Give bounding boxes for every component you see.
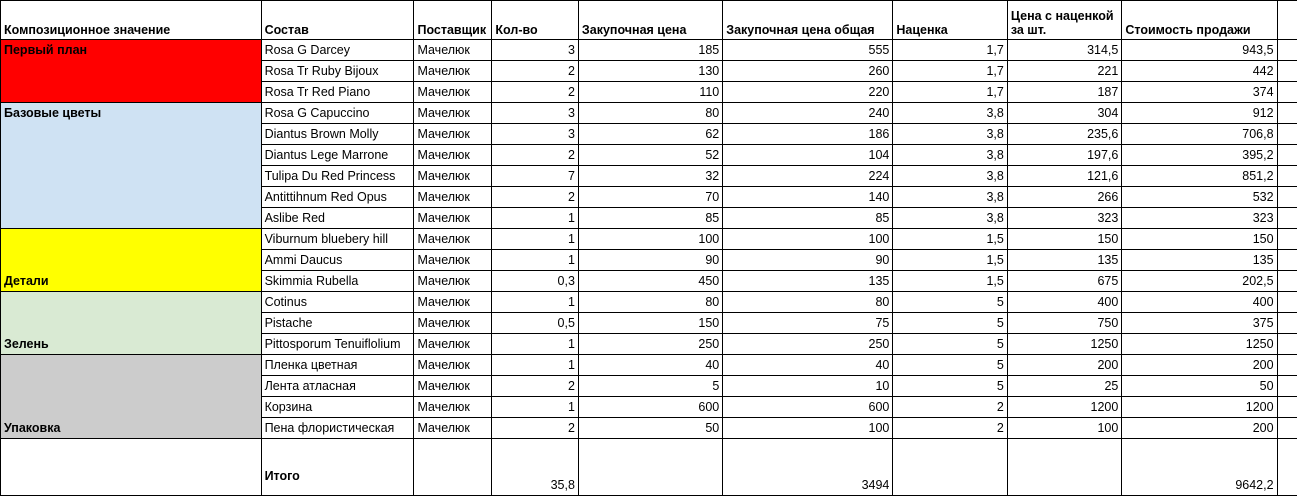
purchase-total-cell[interactable]: 85 [723, 208, 893, 229]
markup-cell[interactable]: 3,8 [893, 187, 1007, 208]
supplier-cell[interactable]: Мачелюк [414, 355, 492, 376]
qty-cell[interactable]: 2 [492, 418, 578, 439]
sale-cost-cell[interactable]: 375 [1122, 313, 1277, 334]
sale-cost-cell[interactable]: 323 [1122, 208, 1277, 229]
purchase-total-cell[interactable]: 100 [723, 418, 893, 439]
markup-cell[interactable]: 1,7 [893, 82, 1007, 103]
purchase-price-cell[interactable]: 100 [578, 229, 722, 250]
header-qty[interactable]: Кол-во [492, 1, 578, 40]
empty-cell[interactable] [1277, 439, 1297, 496]
empty-cell[interactable] [1277, 1, 1297, 40]
empty-cell[interactable] [1277, 292, 1297, 313]
item-cell[interactable]: Aslibe Red [261, 208, 414, 229]
purchase-total-cell[interactable]: 100 [723, 229, 893, 250]
qty-cell[interactable]: 2 [492, 82, 578, 103]
empty-cell[interactable] [1007, 439, 1122, 496]
qty-cell[interactable]: 3 [492, 103, 578, 124]
sale-cost-cell[interactable]: 706,8 [1122, 124, 1277, 145]
item-cell[interactable]: Pittosporum Tenuiflolium [261, 334, 414, 355]
supplier-cell[interactable]: Мачелюк [414, 208, 492, 229]
unit-price-cell[interactable]: 197,6 [1007, 145, 1122, 166]
unit-price-cell[interactable]: 221 [1007, 61, 1122, 82]
sale-cost-cell[interactable]: 395,2 [1122, 145, 1277, 166]
item-cell[interactable]: Rosa G Capuccino [261, 103, 414, 124]
empty-cell[interactable] [1277, 313, 1297, 334]
markup-cell[interactable]: 5 [893, 355, 1007, 376]
purchase-total-cell[interactable]: 80 [723, 292, 893, 313]
markup-cell[interactable]: 1,5 [893, 229, 1007, 250]
totals-qty[interactable]: 35,8 [492, 439, 578, 496]
qty-cell[interactable]: 1 [492, 208, 578, 229]
unit-price-cell[interactable]: 1250 [1007, 334, 1122, 355]
item-cell[interactable]: Diantus Lege Marrone [261, 145, 414, 166]
empty-cell[interactable] [1277, 124, 1297, 145]
qty-cell[interactable]: 1 [492, 292, 578, 313]
item-cell[interactable]: Лента атласная [261, 376, 414, 397]
unit-price-cell[interactable]: 100 [1007, 418, 1122, 439]
item-cell[interactable]: Tulipa Du Red Princess [261, 166, 414, 187]
table-row [1, 229, 1297, 250]
supplier-cell[interactable]: Мачелюк [414, 103, 492, 124]
empty-cell[interactable] [1277, 145, 1297, 166]
unit-price-cell[interactable]: 323 [1007, 208, 1122, 229]
table-row [1, 355, 1297, 376]
markup-cell[interactable]: 5 [893, 376, 1007, 397]
sale-cost-cell[interactable]: 1250 [1122, 334, 1277, 355]
header-item[interactable]: Состав [261, 1, 414, 40]
unit-price-cell[interactable]: 121,6 [1007, 166, 1122, 187]
supplier-cell[interactable]: Мачелюк [414, 82, 492, 103]
category-cell[interactable]: Базовые цветы [1, 103, 262, 229]
category-cell[interactable]: Упаковка [1, 355, 262, 439]
sale-cost-cell[interactable]: 442 [1122, 61, 1277, 82]
markup-cell[interactable]: 1,7 [893, 61, 1007, 82]
markup-cell[interactable]: 5 [893, 292, 1007, 313]
category-cell[interactable]: Первый план [1, 40, 262, 103]
unit-price-cell[interactable]: 200 [1007, 355, 1122, 376]
purchase-price-cell[interactable]: 130 [578, 61, 722, 82]
empty-cell[interactable] [1277, 61, 1297, 82]
unit-price-cell[interactable]: 150 [1007, 229, 1122, 250]
qty-cell[interactable]: 3 [492, 124, 578, 145]
empty-cell[interactable] [1277, 229, 1297, 250]
empty-cell[interactable] [1277, 271, 1297, 292]
markup-cell[interactable]: 3,8 [893, 124, 1007, 145]
purchase-price-cell[interactable]: 52 [578, 145, 722, 166]
supplier-cell[interactable]: Мачелюк [414, 250, 492, 271]
purchase-price-cell[interactable]: 600 [578, 397, 722, 418]
empty-cell[interactable] [893, 439, 1007, 496]
sale-cost-cell[interactable]: 50 [1122, 376, 1277, 397]
header-price-with-markup[interactable]: Цена с наценкой за шт. [1007, 1, 1122, 40]
category-cell[interactable]: Зелень [1, 292, 262, 355]
purchase-total-cell[interactable]: 186 [723, 124, 893, 145]
empty-cell[interactable] [1277, 208, 1297, 229]
sale-cost-cell[interactable]: 135 [1122, 250, 1277, 271]
supplier-cell[interactable]: Мачелюк [414, 166, 492, 187]
qty-cell[interactable]: 2 [492, 145, 578, 166]
table-row [1, 40, 1297, 61]
unit-price-cell[interactable]: 314,5 [1007, 40, 1122, 61]
qty-cell[interactable]: 1 [492, 355, 578, 376]
qty-cell[interactable]: 1 [492, 334, 578, 355]
supplier-cell[interactable]: Мачелюк [414, 145, 492, 166]
item-cell[interactable]: Cotinus [261, 292, 414, 313]
qty-cell[interactable]: 2 [492, 61, 578, 82]
unit-price-cell[interactable]: 1200 [1007, 397, 1122, 418]
unit-price-cell[interactable]: 266 [1007, 187, 1122, 208]
supplier-cell[interactable]: Мачелюк [414, 334, 492, 355]
empty-cell[interactable] [1277, 397, 1297, 418]
sale-cost-cell[interactable]: 202,5 [1122, 271, 1277, 292]
purchase-price-cell[interactable]: 450 [578, 271, 722, 292]
qty-cell[interactable]: 1 [492, 397, 578, 418]
purchase-total-cell[interactable]: 10 [723, 376, 893, 397]
markup-cell[interactable]: 1,5 [893, 250, 1007, 271]
table-row [1, 103, 1297, 124]
markup-cell[interactable]: 2 [893, 418, 1007, 439]
qty-cell[interactable]: 2 [492, 187, 578, 208]
purchase-total-cell[interactable]: 600 [723, 397, 893, 418]
purchase-total-cell[interactable]: 75 [723, 313, 893, 334]
supplier-cell[interactable]: Мачелюк [414, 271, 492, 292]
purchase-price-cell[interactable]: 50 [578, 418, 722, 439]
purchase-total-cell[interactable]: 220 [723, 82, 893, 103]
sale-cost-cell[interactable]: 1200 [1122, 397, 1277, 418]
header-composition[interactable]: Композиционное значение [1, 1, 262, 40]
markup-cell[interactable]: 2 [893, 397, 1007, 418]
empty-cell[interactable] [1277, 418, 1297, 439]
purchase-total-cell[interactable]: 240 [723, 103, 893, 124]
sale-cost-cell[interactable]: 943,5 [1122, 40, 1277, 61]
purchase-price-cell[interactable]: 110 [578, 82, 722, 103]
qty-cell[interactable]: 7 [492, 166, 578, 187]
empty-cell[interactable] [1277, 103, 1297, 124]
item-cell[interactable]: Pistache [261, 313, 414, 334]
empty-cell[interactable] [1277, 355, 1297, 376]
purchase-price-cell[interactable]: 70 [578, 187, 722, 208]
purchase-total-cell[interactable]: 260 [723, 61, 893, 82]
totals-label[interactable]: Итого [261, 439, 414, 496]
supplier-cell[interactable]: Мачелюк [414, 397, 492, 418]
header-markup[interactable]: Наценка [893, 1, 1007, 40]
purchase-price-cell[interactable]: 62 [578, 124, 722, 145]
supplier-cell[interactable]: Мачелюк [414, 124, 492, 145]
unit-price-cell[interactable]: 750 [1007, 313, 1122, 334]
item-cell[interactable]: Rosa Tr Red Piano [261, 82, 414, 103]
purchase-price-cell[interactable]: 40 [578, 355, 722, 376]
unit-price-cell[interactable]: 187 [1007, 82, 1122, 103]
markup-cell[interactable]: 3,8 [893, 103, 1007, 124]
sale-cost-cell[interactable]: 400 [1122, 292, 1277, 313]
qty-cell[interactable]: 1 [492, 229, 578, 250]
item-cell[interactable]: Rosa Tr Ruby Bijoux [261, 61, 414, 82]
item-cell[interactable]: Пленка цветная [261, 355, 414, 376]
category-cell[interactable]: Детали [1, 229, 262, 292]
sale-cost-cell[interactable]: 200 [1122, 355, 1277, 376]
totals-sale-cost[interactable]: 9642,2 [1122, 439, 1277, 496]
supplier-cell[interactable]: Мачелюк [414, 61, 492, 82]
item-cell[interactable]: Rosa G Darcey [261, 40, 414, 61]
purchase-total-cell[interactable]: 224 [723, 166, 893, 187]
empty-cell[interactable] [1277, 376, 1297, 397]
markup-cell[interactable]: 3,8 [893, 166, 1007, 187]
qty-cell[interactable]: 2 [492, 376, 578, 397]
totals-purchase-total[interactable]: 3494 [723, 439, 893, 496]
unit-price-cell[interactable]: 235,6 [1007, 124, 1122, 145]
purchase-price-cell[interactable]: 80 [578, 292, 722, 313]
qty-cell[interactable]: 3 [492, 40, 578, 61]
qty-cell[interactable]: 0,5 [492, 313, 578, 334]
sale-cost-cell[interactable]: 200 [1122, 418, 1277, 439]
supplier-cell[interactable]: Мачелюк [414, 292, 492, 313]
purchase-price-cell[interactable]: 85 [578, 208, 722, 229]
supplier-cell[interactable]: Мачелюк [414, 418, 492, 439]
purchase-total-cell[interactable]: 40 [723, 355, 893, 376]
purchase-total-cell[interactable]: 555 [723, 40, 893, 61]
empty-cell[interactable] [1277, 250, 1297, 271]
purchase-price-cell[interactable]: 32 [578, 166, 722, 187]
header-purchase-total[interactable]: Закупочная цена общая [723, 1, 893, 40]
sale-cost-cell[interactable]: 532 [1122, 187, 1277, 208]
empty-cell[interactable] [1277, 334, 1297, 355]
purchase-price-cell[interactable]: 150 [578, 313, 722, 334]
unit-price-cell[interactable]: 135 [1007, 250, 1122, 271]
totals-row [1, 439, 1297, 496]
markup-cell[interactable]: 5 [893, 334, 1007, 355]
purchase-total-cell[interactable]: 250 [723, 334, 893, 355]
empty-cell[interactable] [1277, 166, 1297, 187]
sale-cost-cell[interactable]: 374 [1122, 82, 1277, 103]
unit-price-cell[interactable]: 304 [1007, 103, 1122, 124]
markup-cell[interactable]: 3,8 [893, 208, 1007, 229]
item-cell[interactable]: Ammi Daucus [261, 250, 414, 271]
sale-cost-cell[interactable]: 150 [1122, 229, 1277, 250]
empty-cell[interactable] [1277, 82, 1297, 103]
purchase-price-cell[interactable]: 250 [578, 334, 722, 355]
item-cell[interactable]: Корзина [261, 397, 414, 418]
supplier-cell[interactable]: Мачелюк [414, 40, 492, 61]
table-row [1, 292, 1297, 313]
header-sale-cost[interactable]: Стоимость продажи [1122, 1, 1277, 40]
purchase-total-cell[interactable]: 140 [723, 187, 893, 208]
markup-cell[interactable]: 5 [893, 313, 1007, 334]
empty-cell[interactable] [1, 439, 262, 496]
purchase-total-cell[interactable]: 90 [723, 250, 893, 271]
qty-cell[interactable]: 0,3 [492, 271, 578, 292]
empty-cell[interactable] [414, 439, 492, 496]
item-cell[interactable]: Diantus Brown Molly [261, 124, 414, 145]
empty-cell[interactable] [578, 439, 722, 496]
header-purchase-price[interactable]: Закупочная цена [578, 1, 722, 40]
item-cell[interactable]: Antittihnum Red Opus [261, 187, 414, 208]
markup-cell[interactable]: 1,7 [893, 40, 1007, 61]
header-row [1, 1, 1297, 40]
item-cell[interactable]: Skimmia Rubella [261, 271, 414, 292]
supplier-cell[interactable]: Мачелюк [414, 376, 492, 397]
sale-cost-cell[interactable]: 912 [1122, 103, 1277, 124]
header-supplier[interactable]: Поставщик [414, 1, 492, 40]
empty-cell[interactable] [1277, 187, 1297, 208]
sale-cost-cell[interactable]: 851,2 [1122, 166, 1277, 187]
purchase-price-cell[interactable]: 5 [578, 376, 722, 397]
item-cell[interactable]: Пена флористическая [261, 418, 414, 439]
unit-price-cell[interactable]: 675 [1007, 271, 1122, 292]
supplier-cell[interactable]: Мачелюк [414, 313, 492, 334]
purchase-price-cell[interactable]: 80 [578, 103, 722, 124]
unit-price-cell[interactable]: 25 [1007, 376, 1122, 397]
supplier-cell[interactable]: Мачелюк [414, 187, 492, 208]
purchase-total-cell[interactable]: 135 [723, 271, 893, 292]
item-cell[interactable]: Viburnum bluebery hill [261, 229, 414, 250]
unit-price-cell[interactable]: 400 [1007, 292, 1122, 313]
supplier-cell[interactable]: Мачелюк [414, 229, 492, 250]
empty-cell[interactable] [1277, 40, 1297, 61]
markup-cell[interactable]: 3,8 [893, 145, 1007, 166]
markup-cell[interactable]: 1,5 [893, 271, 1007, 292]
purchase-total-cell[interactable]: 104 [723, 145, 893, 166]
purchase-price-cell[interactable]: 185 [578, 40, 722, 61]
qty-cell[interactable]: 1 [492, 250, 578, 271]
purchase-price-cell[interactable]: 90 [578, 250, 722, 271]
